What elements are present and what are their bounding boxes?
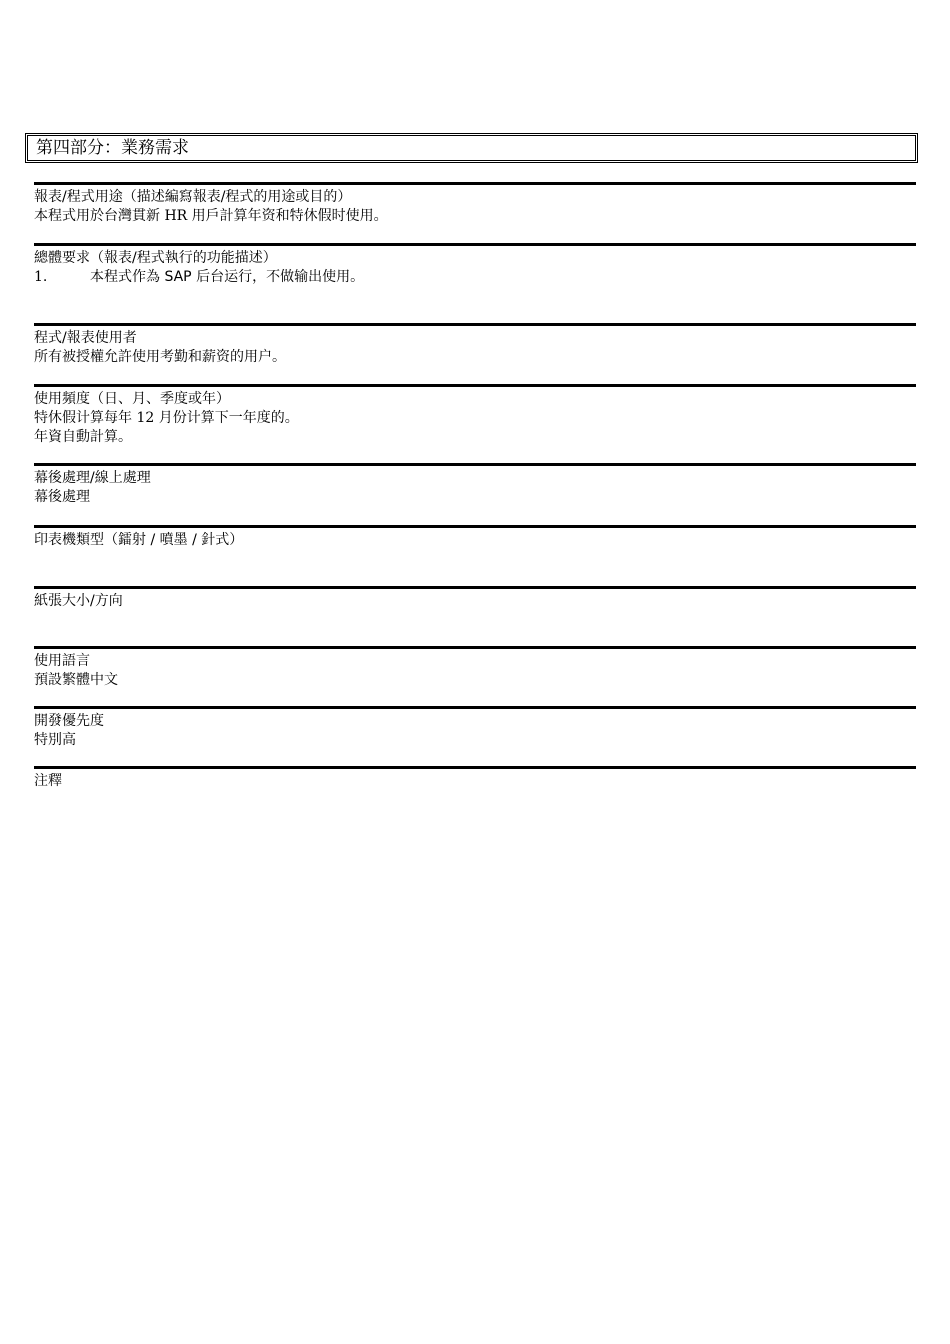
frequency-line-1: 特休假计算每年 12 月份计算下一年度的。 [34, 410, 299, 426]
language-content: 預設繁體中文 [34, 672, 118, 688]
processing-block [34, 463, 916, 507]
paper-size-label: 紙張大小/方向 [34, 593, 123, 609]
frequency-label: 使用頻度（日、月、季度或年） [34, 391, 230, 407]
notes-block [34, 766, 916, 791]
paper-size-block [34, 586, 916, 611]
language-label: 使用語言 [34, 653, 90, 669]
users-label: 程式/報表使用者 [34, 330, 137, 346]
priority-block [34, 706, 916, 750]
requirement-item [34, 268, 916, 287]
overall-requirements-block [34, 243, 916, 287]
purpose-block [34, 182, 916, 226]
users-content: 所有被授權允許使用考勤和薪资的用户。 [34, 349, 286, 365]
purpose-label: 報表/程式用途（描述編寫報表/程式的用途或目的） [34, 189, 352, 205]
printer-type-block [34, 525, 916, 550]
requirement-item-number: 1. [34, 269, 48, 285]
overall-requirements-label: 總體要求（報表/程式執行的功能描述） [34, 250, 277, 266]
language-block [34, 646, 916, 690]
frequency-line-2: 年資自動計算。 [34, 429, 132, 445]
priority-content: 特別高 [34, 732, 76, 748]
processing-label: 幕後處理/線上處理 [34, 470, 151, 486]
requirement-item-text: 本程式作為 SAP 后台运行，不做输出使用。 [90, 269, 365, 285]
users-block [34, 323, 916, 367]
frequency-block [34, 384, 916, 447]
notes-label: 注釋 [34, 773, 62, 789]
processing-content: 幕後處理 [34, 489, 90, 505]
section-title: 第四部分：業務需求 [25, 133, 918, 163]
printer-type-label: 印表機類型（鐳射 / 噴墨 / 針式） [34, 532, 244, 548]
priority-label: 開發優先度 [34, 713, 104, 729]
purpose-content: 本程式用於台灣貫新 HR 用戶計算年资和特休假时使用。 [34, 208, 388, 224]
